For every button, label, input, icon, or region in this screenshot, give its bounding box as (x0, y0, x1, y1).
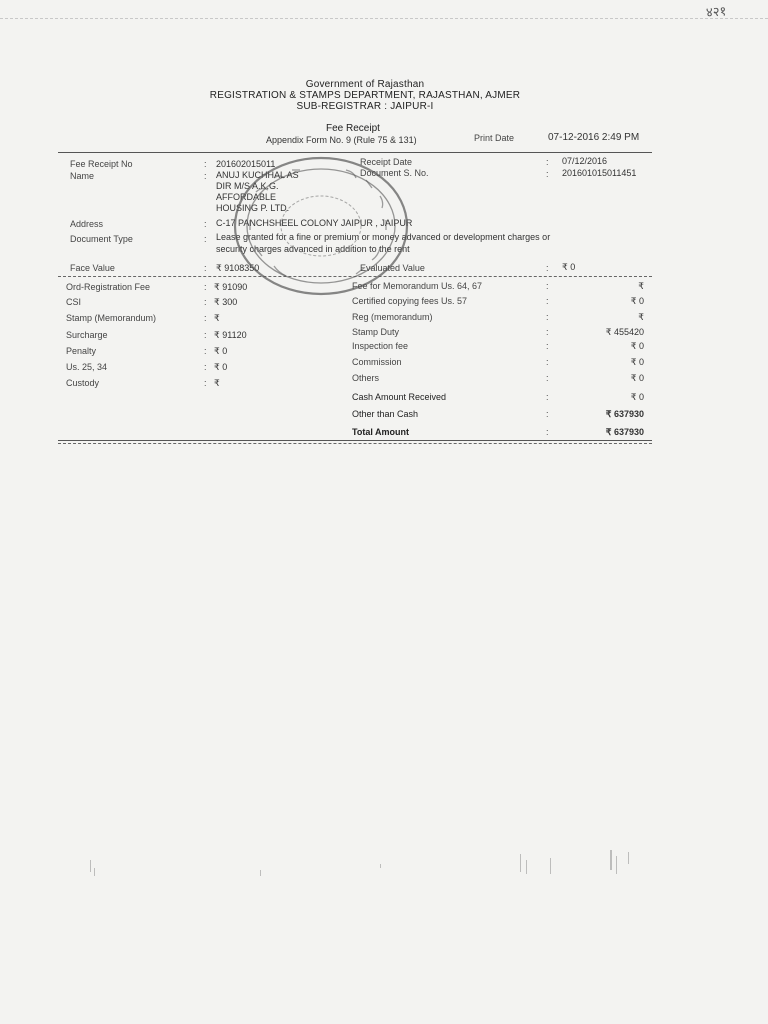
receipt-title: Fee Receipt (326, 123, 380, 134)
evaluated-value-value: ₹ 0 (562, 262, 576, 272)
left-fee-value: ₹ (214, 313, 220, 323)
fee-receipt-no-label: Fee Receipt No (70, 159, 133, 169)
colon: : (204, 219, 207, 229)
receipt-date-label: Receipt Date (360, 157, 413, 167)
left-fee-value: ₹ 0 (214, 362, 228, 372)
cash-amount-label: Cash Amount Received (352, 392, 447, 402)
right-fee-label: Others (352, 373, 380, 383)
left-fee-label: Us. 25, 34 (66, 362, 108, 372)
left-fee-label: CSI (66, 297, 82, 307)
left-fee-label: Stamp (Memorandum) (66, 313, 157, 323)
other-than-cash-value: ₹ 637930 (605, 409, 644, 419)
sub-registrar-title: SUB-REGISTRAR : JAIPUR-I (296, 101, 434, 112)
bottom-rule (58, 440, 652, 441)
colon: : (204, 234, 207, 244)
left-fee-value: ₹ 0 (214, 346, 228, 356)
colon: : (204, 159, 207, 169)
other-than-cash-label: Other than Cash (352, 409, 419, 419)
right-fee-value: ₹ (638, 312, 644, 322)
right-fee-value: ₹ 0 (630, 296, 644, 306)
left-fee-value: ₹ 91120 (214, 330, 247, 340)
left-fee-value: ₹ 300 (214, 297, 238, 307)
colon: : (204, 330, 207, 340)
left-fee-label: Ord-Registration Fee (66, 282, 151, 292)
colon: : (546, 392, 549, 402)
left-fee-value: ₹ 91090 (214, 282, 248, 292)
colon: : (546, 312, 549, 322)
document-type-label: Document Type (70, 234, 133, 244)
evaluated-value-label: Evaluated Value (360, 263, 425, 273)
colon: : (204, 378, 207, 388)
scan-edge-line (0, 18, 768, 19)
document-type-line-2: security charges advanced in addition to the rent (216, 244, 410, 254)
right-fee-label: Certified copying fees Us. 57 (352, 296, 468, 306)
colon: : (546, 169, 549, 179)
receipt-date-value: 07/12/2016 (562, 156, 608, 166)
left-fee-label: Penalty (66, 346, 97, 356)
bottom-rule-dashed (58, 443, 652, 444)
colon: : (546, 296, 549, 306)
face-value-label: Face Value (70, 263, 115, 273)
department-title: REGISTRATION & STAMPS DEPARTMENT, RAJASTHAN, AJMER (209, 90, 521, 101)
handwritten-page-number: ४२१ (705, 4, 727, 21)
face-value-value: ₹ 9108350 (216, 263, 260, 273)
colon: : (546, 373, 549, 383)
colon: : (204, 313, 207, 323)
government-title: Government of Rajasthan (305, 79, 425, 90)
left-fee-label: Custody (66, 378, 100, 388)
appendix-form: Appendix Form No. 9 (Rule 75 & 131) (266, 135, 417, 145)
colon: : (204, 282, 207, 292)
right-fee-label: Commission (352, 357, 402, 367)
document-sno-value: 201601015011451 (562, 168, 637, 178)
name-line-4: HOUSING P. LTD. (216, 203, 290, 213)
address-label: Address (70, 219, 104, 229)
colon: : (546, 281, 549, 291)
right-fee-value: ₹ 455420 (605, 327, 644, 337)
address-value: C-17 PANCHSHEEL COLONY JAIPUR , JAIPUR (216, 218, 413, 228)
colon: : (546, 357, 549, 367)
colon: : (546, 157, 549, 167)
right-fee-label: Stamp Duty (352, 327, 400, 337)
left-fee-value: ₹ (214, 378, 220, 388)
colon: : (546, 341, 549, 351)
colon: : (546, 427, 549, 437)
name-label: Name (70, 171, 95, 181)
cash-amount-value: ₹ 0 (630, 392, 644, 402)
colon: : (546, 327, 549, 337)
right-fee-value: ₹ 0 (630, 373, 644, 383)
right-fee-value: ₹ 0 (630, 341, 644, 351)
total-amount-label: Total Amount (352, 427, 409, 437)
name-line-2: DIR M/S A.K.G. (216, 181, 279, 191)
colon: : (546, 263, 549, 273)
document-type-line-1: Lease granted for a fine or premium or money advanced or development charges or (216, 232, 551, 242)
name-line-3: AFFORDABLE (216, 192, 277, 202)
document-sno-label: Document S. No. (360, 168, 429, 178)
print-date-label: Print Date (474, 133, 515, 143)
right-fee-label: Fee for Memorandum Us. 64, 67 (352, 281, 483, 291)
colon: : (204, 362, 207, 372)
top-rule (58, 152, 652, 153)
print-date-value: 07-12-2016 2:49 PM (548, 132, 640, 143)
colon: : (204, 346, 207, 356)
colon: : (204, 171, 207, 181)
info-divider (58, 276, 652, 277)
right-fee-value: ₹ (638, 281, 644, 291)
colon: : (204, 263, 207, 273)
fee-receipt-no-value: 201602015011 (216, 159, 276, 169)
total-amount-value: ₹ 637930 (605, 427, 644, 437)
left-fee-label: Surcharge (66, 330, 108, 340)
right-fee-label: Reg (memorandum) (352, 312, 433, 322)
right-fee-value: ₹ 0 (630, 357, 644, 367)
colon: : (546, 409, 549, 419)
colon: : (204, 297, 207, 307)
name-line-1: ANUJ KUCHHAL AS (216, 170, 299, 180)
scan-noise (80, 840, 680, 900)
right-fee-label: Inspection fee (352, 341, 409, 351)
